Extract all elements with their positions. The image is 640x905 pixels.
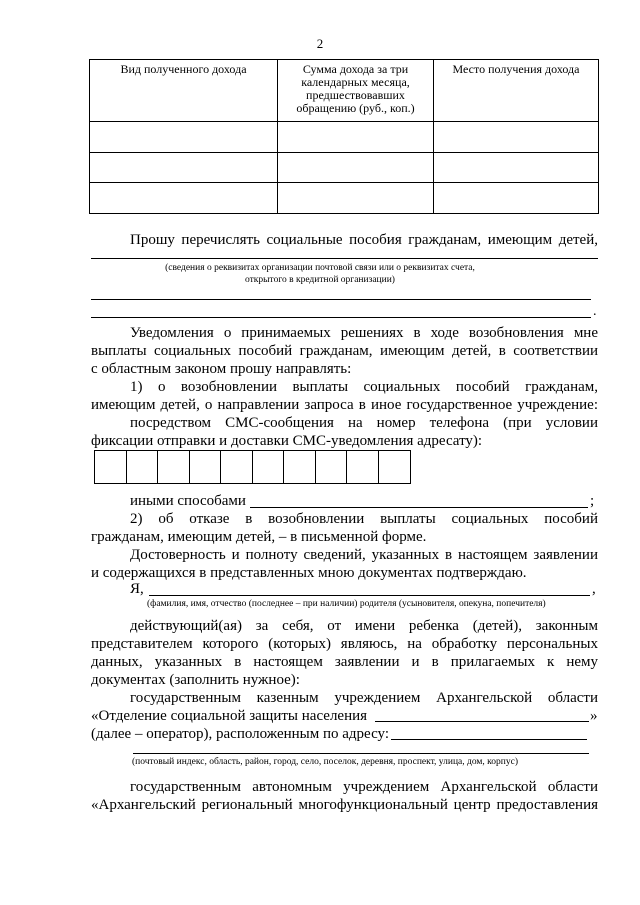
table-cell[interactable] — [90, 122, 278, 153]
phone-number-input[interactable] — [94, 450, 411, 484]
consent-text-3: данных, указанных в настоящем заявлении и в прилагаемых к нему — [91, 654, 598, 670]
phone-digit-cell[interactable] — [95, 451, 127, 483]
table-cell[interactable] — [434, 122, 599, 153]
phone-digit-cell[interactable] — [316, 451, 348, 483]
payment-details-line-3[interactable] — [91, 317, 591, 318]
address-hint: (почтовый индекс, область, район, город, село, поселок, деревня, проспект, улица, дом, корпус) — [132, 757, 519, 767]
table-cell[interactable] — [278, 122, 434, 153]
table-cell[interactable] — [90, 152, 278, 183]
page-number: 2 — [316, 36, 324, 51]
income-table — [89, 59, 599, 214]
applicant-name-line[interactable] — [149, 595, 590, 596]
applicant-name-hint: (фамилия, имя, отчество (последнее – при наличии) родителя (усыновителя, опекуна, попечителя) — [147, 599, 546, 609]
other-methods-line[interactable] — [250, 507, 588, 508]
notification-text-1: Уведомления о принимаемых решениях в ходе возобновления мне — [130, 325, 598, 341]
option-2-text-2: гражданам, имеющим детей, – в письменной форме. — [91, 529, 427, 545]
payment-request-text: Прошу перечислять социальные пособия гражданам, имеющим детей, — [130, 232, 598, 248]
confirmation-text-2: и содержащихся в представленных мною документах подтверждаю. — [91, 565, 527, 581]
table-header-income-type: Вид полученного дохода — [90, 60, 278, 122]
quote-mark: » — [590, 708, 598, 724]
notification-text-2: выплаты социальных пособий гражданам, имеющим детей, в соответствии — [91, 343, 598, 359]
table-cell[interactable] — [90, 183, 278, 214]
comma-mark: , — [592, 581, 596, 597]
phone-digit-cell[interactable] — [190, 451, 222, 483]
payment-details-hint-1: (сведения о реквизитах организации почтовой связи или о реквизитах счета, — [165, 263, 475, 273]
option-1-text-1: 1) о возобновлении выплаты социальных пособий гражданам, — [130, 379, 598, 395]
option-2-text-1: 2) об отказе в возобновлении выплаты социальных пособий — [130, 511, 598, 527]
payment-details-line[interactable] — [91, 258, 598, 259]
table-cell[interactable] — [278, 152, 434, 183]
phone-digit-cell[interactable] — [284, 451, 316, 483]
mfc-text-1: государственным автономным учреждением Архангельской области — [130, 779, 598, 795]
sms-option-text-2: фиксации отправки и доставки СМС-уведомления адресату): — [91, 433, 483, 449]
address-line-1[interactable] — [391, 739, 587, 740]
address-line-2[interactable] — [133, 753, 589, 754]
phone-digit-cell[interactable] — [379, 451, 411, 483]
phone-digit-cell[interactable] — [347, 451, 379, 483]
mfc-text-2: «Архангельский региональный многофункциональный центр предоставления — [91, 797, 598, 813]
table-header-row — [90, 60, 599, 122]
operator-text-1: государственным казенным учреждением Архангельской области — [130, 690, 598, 706]
ya-label: Я, — [130, 581, 144, 597]
table-row — [90, 183, 599, 214]
table-row — [90, 152, 599, 183]
phone-digit-cell[interactable] — [221, 451, 253, 483]
notification-text-3: с областным законом прошу направлять: — [91, 361, 352, 377]
other-methods-label: иными способами — [130, 493, 246, 509]
phone-digit-cell[interactable] — [253, 451, 285, 483]
table-header-income-sum: Сумма дохода за три календарных месяца, предшествовавших обращению (руб., коп.) — [278, 60, 434, 122]
consent-text-2: представителем которого (которых) являюсь, на обработку персональных — [91, 636, 598, 652]
confirmation-text-1: Достоверность и полноту сведений, указанных в настоящем заявлении — [130, 547, 598, 563]
consent-text-1: действующий(ая) за себя, от имени ребенка (детей), законным — [130, 618, 598, 634]
semicolon: ; — [590, 493, 595, 509]
payment-details-line-2[interactable] — [91, 299, 591, 300]
phone-digit-cell[interactable] — [158, 451, 190, 483]
operator-text-2: «Отделение социальной защиты населения — [91, 708, 368, 724]
consent-text-4: документах (заполнить нужное): — [91, 672, 300, 688]
sms-option-text-1: посредством СМС-сообщения на номер телефона (при условии — [130, 415, 598, 431]
department-name-line[interactable] — [375, 721, 589, 722]
table-cell[interactable] — [434, 152, 599, 183]
payment-details-hint-2: открытого в кредитной организации) — [245, 275, 395, 285]
phone-digit-cell[interactable] — [127, 451, 159, 483]
table-cell[interactable] — [278, 183, 434, 214]
option-1-text-2: имеющим детей, о направлении запроса в иное государственное учреждение: — [91, 397, 598, 413]
operator-text-3: (далее – оператор), расположенным по адресу: — [91, 726, 390, 742]
table-header-income-place: Место получения дохода — [434, 60, 599, 122]
period-mark: . — [593, 304, 597, 319]
table-row — [90, 122, 599, 153]
table-cell[interactable] — [434, 183, 599, 214]
